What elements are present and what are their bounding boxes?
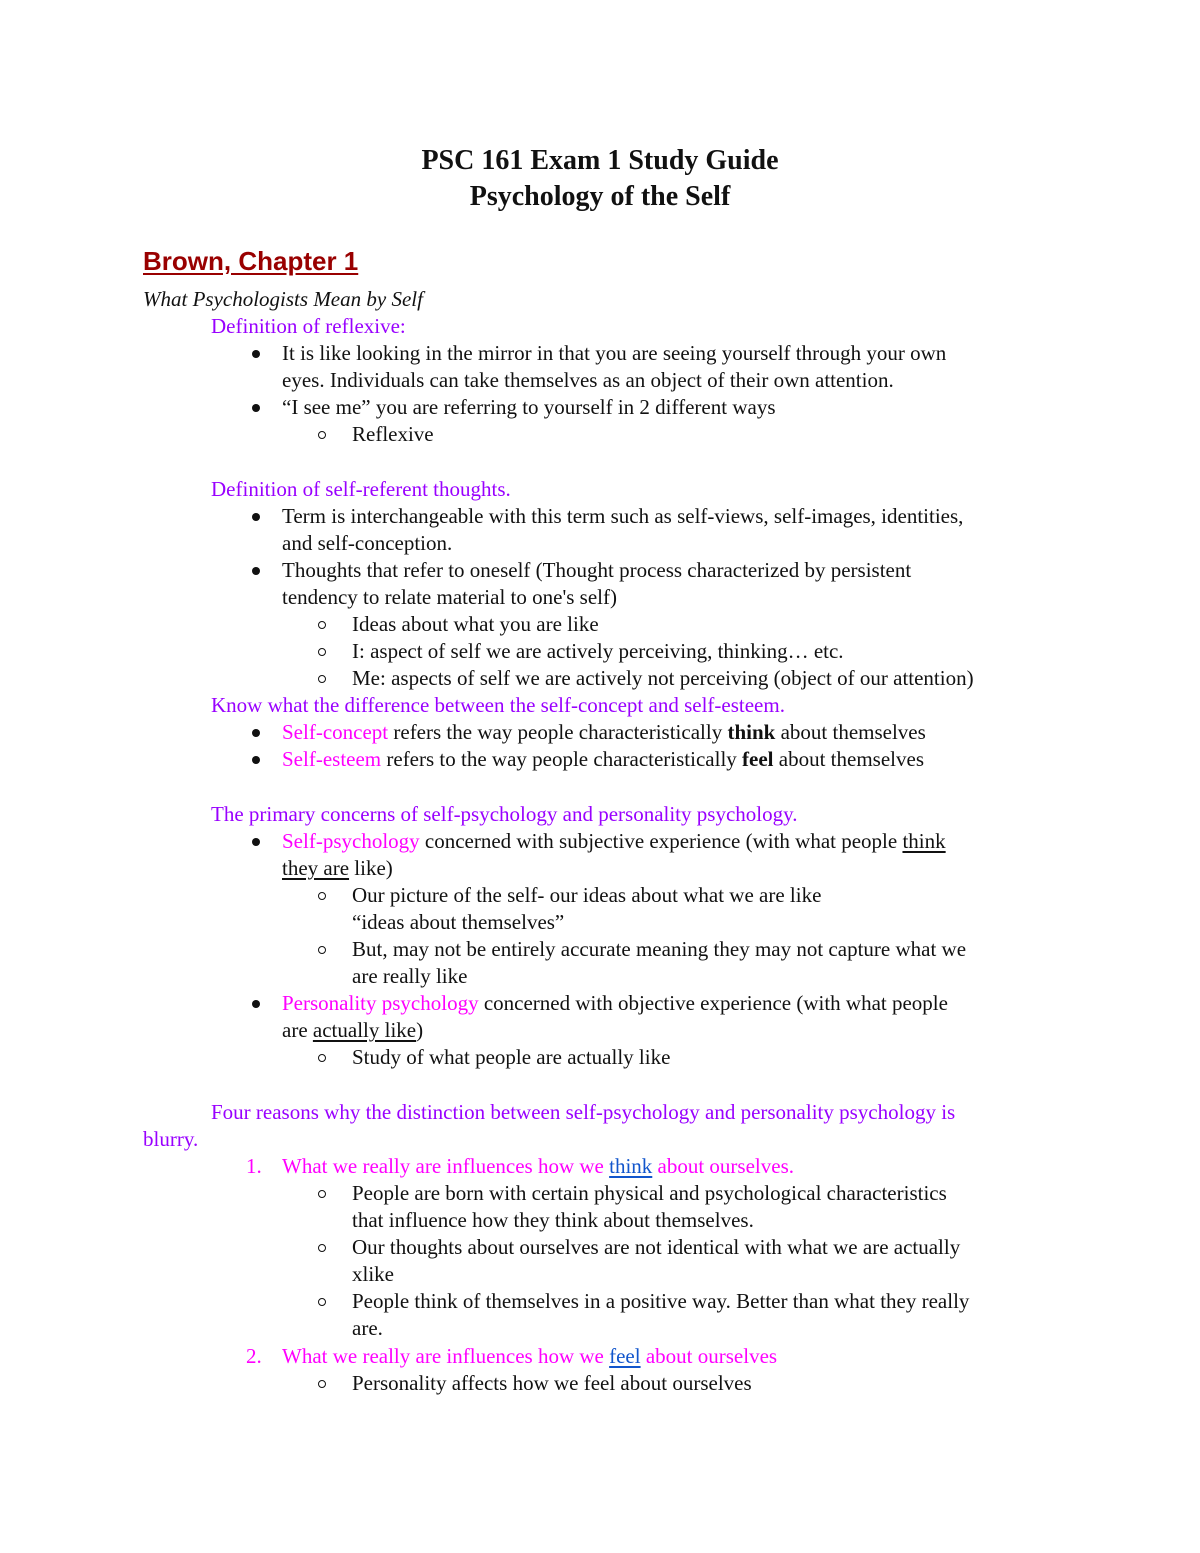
- bold-text: feel: [742, 747, 774, 771]
- sub-bullet-icon: [318, 892, 326, 900]
- sub-list-item: Personality affects how we feel about ourselves: [352, 1371, 752, 1395]
- sub-bullet-icon: [318, 1190, 326, 1198]
- text: concerned with objective experience (with what people: [478, 991, 948, 1015]
- sub-list-item-cont: are.: [352, 1316, 383, 1340]
- list-item: [282, 746, 924, 773]
- list-item-cont: and self-conception.: [282, 531, 453, 555]
- text: What we really are influences how we: [282, 1344, 610, 1368]
- document-subtitle: Psychology of the Self: [469, 181, 731, 212]
- bullet-icon: [252, 729, 260, 737]
- sub-list-item: People think of themselves in a positive way. Better than what they really: [352, 1289, 970, 1313]
- term-self-psychology: Self-psychology: [282, 829, 420, 853]
- sub-list-item: But, may not be entirely accurate meaning they may not capture what we: [352, 937, 967, 961]
- text: refers to the way people characteristically: [381, 747, 743, 771]
- sub-list-item: Reflexive: [352, 422, 434, 446]
- numbered-item: [282, 1153, 794, 1180]
- list-number: 2.: [246, 1344, 262, 1368]
- heading-four-reasons: Four reasons why the distinction between self-psychology and personality psychology is: [211, 1100, 956, 1124]
- chapter-heading: Brown, Chapter 1: [143, 246, 359, 276]
- list-item: “I see me” you are referring to yourself in 2 different ways: [282, 395, 776, 419]
- heading-concept-esteem: Know what the difference between the self-concept and self-esteem.: [211, 693, 785, 717]
- heading-primary-concerns: The primary concerns of self-psychology and personality psychology.: [211, 802, 798, 826]
- heading-self-referent: Definition of self-referent thoughts.: [211, 477, 511, 501]
- heading-four-reasons-cont: blurry.: [143, 1127, 199, 1151]
- sub-list-item: People are born with certain physical and psychological characteristics: [352, 1181, 947, 1205]
- sub-list-item-cont: xlike: [352, 1262, 394, 1286]
- list-item: [282, 828, 946, 855]
- bullet-icon: [252, 1000, 260, 1008]
- sub-list-item: Me: aspects of self we are actively not perceiving (object of our attention): [352, 666, 974, 690]
- list-item: It is like looking in the mirror in that you are seeing yourself through your own: [282, 341, 947, 365]
- underlined-text: they are: [282, 856, 350, 880]
- bullet-icon: [252, 756, 260, 764]
- list-number: 1.: [246, 1154, 262, 1178]
- bullet-icon: [252, 567, 260, 575]
- sub-bullet-icon: [318, 648, 326, 656]
- underlined-text: think: [902, 829, 946, 853]
- sub-list-item: I: aspect of self we are actively perceiving, thinking… etc.: [352, 639, 844, 663]
- sub-bullet-icon: [318, 431, 326, 439]
- text: concerned with subjective experience (with what people: [419, 829, 903, 853]
- list-item-cont: [282, 855, 393, 882]
- bold-text: think: [727, 720, 776, 744]
- text: about ourselves: [640, 1344, 778, 1368]
- text: What we really are influences how we: [282, 1154, 610, 1178]
- list-item: Thoughts that refer to oneself (Thought process characterized by persistent: [282, 558, 912, 582]
- link-feel[interactable]: feel: [609, 1344, 641, 1368]
- sub-list-item: Study of what people are actually like: [352, 1045, 671, 1069]
- sub-list-item-cont: that influence how they think about themselves.: [352, 1208, 754, 1232]
- list-item: [282, 990, 948, 1017]
- sub-list-item-cont: “ideas about themselves”: [352, 910, 565, 934]
- bullet-icon: [252, 404, 260, 412]
- list-item: Term is interchangeable with this term such as self-views, self-images, identities,: [282, 504, 964, 528]
- text: ): [416, 1018, 424, 1042]
- list-item-cont: eyes. Individuals can take themselves as an object of their own attention.: [282, 368, 894, 392]
- sub-list-item: Our thoughts about ourselves are not identical with what we are actually: [352, 1235, 961, 1259]
- section-subtitle: What Psychologists Mean by Self: [143, 287, 423, 311]
- link-think[interactable]: think: [609, 1154, 653, 1178]
- sub-bullet-icon: [318, 946, 326, 954]
- term-self-concept: Self-concept: [282, 720, 389, 744]
- text: about ourselves.: [652, 1154, 795, 1178]
- document-title: PSC 161 Exam 1 Study Guide: [421, 145, 779, 176]
- sub-list-item-cont: are really like: [352, 964, 468, 988]
- term-self-esteem: Self-esteem: [282, 747, 382, 771]
- text: refers the way people characteristically: [388, 720, 728, 744]
- bullet-icon: [252, 838, 260, 846]
- text: about themselves: [773, 747, 924, 771]
- numbered-item: [282, 1343, 777, 1370]
- bullet-icon: [252, 350, 260, 358]
- sub-bullet-icon: [318, 1380, 326, 1388]
- sub-bullet-icon: [318, 1298, 326, 1306]
- text: like): [349, 856, 393, 880]
- sub-bullet-icon: [318, 675, 326, 683]
- text: are: [282, 1018, 313, 1042]
- list-item-cont: tendency to relate material to one's self): [282, 585, 617, 609]
- sub-bullet-icon: [318, 1244, 326, 1252]
- list-item-cont: [282, 1017, 423, 1044]
- sub-bullet-icon: [318, 1054, 326, 1062]
- text: about themselves: [775, 720, 926, 744]
- sub-list-item: Our picture of the self- our ideas about what we are like: [352, 883, 822, 907]
- term-personality-psychology: Personality psychology: [282, 991, 479, 1015]
- sub-list-item: Ideas about what you are like: [352, 612, 599, 636]
- sub-bullet-icon: [318, 621, 326, 629]
- underlined-text: actually like: [312, 1018, 417, 1042]
- bullet-icon: [252, 513, 260, 521]
- list-item: [282, 719, 926, 746]
- heading-reflexive: Definition of reflexive:: [211, 314, 406, 338]
